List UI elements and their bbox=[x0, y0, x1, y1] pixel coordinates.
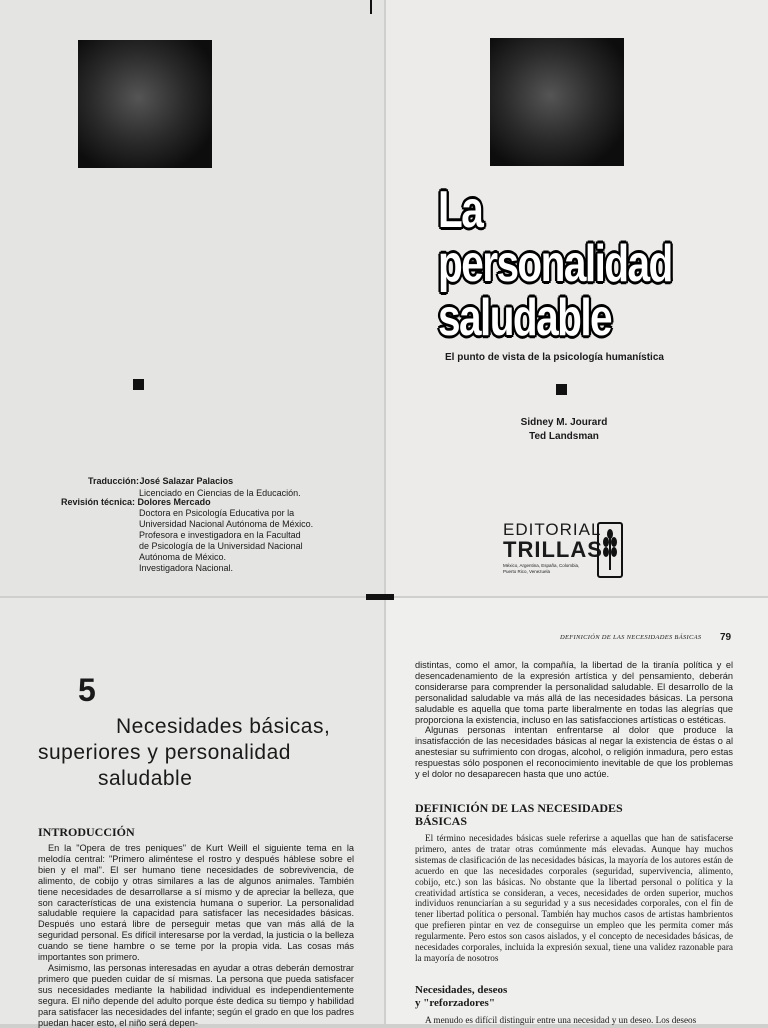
credit-name: Dolores Mercado bbox=[137, 497, 211, 507]
credit-detail: Doctora en Psicología Educativa por la bbox=[139, 508, 295, 518]
credit-detail: Investigadora Nacional. bbox=[139, 563, 234, 573]
publisher-places: México, Argentina, España, Colombia, Puerto Rico, Venezuela bbox=[503, 563, 580, 574]
body-text bbox=[415, 660, 733, 780]
paragraph: A menudo es difícil distinguir entre una necesidad y un deseo. Los deseos bbox=[425, 1015, 697, 1025]
book-subtitle: El punto de vista de la psicología humanística bbox=[445, 352, 664, 363]
paragraph: Asimismo, las personas interesadas en ayudar a otras deberán demostrar primero que pueden cuidar de sí mismas. La persona que pueda satisfacer sus necesidades mediante la habilidad individual es independientemente segura. El niño depende del adulto porque éste dedica su tiempo y habilidad para satisfacer las necesidades del infante; según el grado en que los padres puedan hacer esto, el niño será depen- bbox=[38, 962, 354, 1028]
body-text bbox=[38, 843, 354, 1028]
book-title bbox=[438, 183, 738, 345]
subsection-heading bbox=[415, 984, 507, 1010]
body-text bbox=[415, 1015, 733, 1026]
credit-review bbox=[61, 497, 211, 508]
credit-role: Revisión técnica: bbox=[61, 497, 136, 507]
chapter-title bbox=[38, 714, 330, 792]
credit-detail: Universidad Nacional Autónoma de México. bbox=[139, 519, 314, 529]
fold-mark bbox=[366, 594, 394, 600]
paragraph: Algunas personas intentan enfrentarse al dolor que produce la insatisfacción de las necesidades básicas al negar la existencia de éstas o al anestesiar su sufrimiento con drogas, alcohol, o religión inmadura, pero estas respuestas sólo posponen el reconocimiento inevitable de que los problemas y el dolor no desaparecen hasta que uno actúe. bbox=[415, 725, 733, 780]
credit-details bbox=[139, 508, 313, 574]
publisher-line2: TRILLAS bbox=[503, 537, 603, 562]
credit-name: José Salazar Palacios bbox=[139, 476, 234, 486]
running-head: DEFINICIÓN DE LAS NECESIDADES BÁSICAS bbox=[560, 634, 702, 641]
chapter-title-line: Necesidades básicas, bbox=[116, 715, 331, 738]
subheading-line: y "reforzadores" bbox=[415, 997, 495, 1009]
credit-detail: Profesora e investigadora en la Facultad bbox=[139, 530, 301, 540]
author: Ted Landsman bbox=[529, 431, 599, 442]
page-number: 79 bbox=[720, 632, 732, 643]
paragraph: distintas, como el amor, la compañía, la libertad de la tiranía política y el desencadenamiento de la expresión artística y del pensamiento, deberán considerarse para comprender la personalidad saludable. El desarrollo de la personalidad saludable va más allá de las necesidades básicas. La persona saludable es aquella que toma parte liberalmente en todas las alegrías que proporciona la existencia, incluso en las satisfacciones artísticas o estéticas. bbox=[415, 660, 733, 725]
credit-detail: Autónoma de México. bbox=[139, 552, 227, 562]
wheat-icon bbox=[597, 522, 623, 578]
section-heading: DEFINICIÓN DE LAS NECESIDADES BÁSICAS bbox=[415, 801, 623, 828]
authors bbox=[514, 416, 614, 444]
fold-mark bbox=[370, 0, 372, 14]
title-line: personalidad bbox=[438, 235, 672, 293]
cover-photo bbox=[490, 38, 624, 166]
chapter-title-line: superiores y personalidad bbox=[38, 741, 291, 764]
publisher-line1: EDITORIAL bbox=[503, 520, 602, 539]
bullet-square bbox=[556, 384, 567, 395]
publisher-logo bbox=[503, 520, 603, 575]
cover-photo bbox=[78, 40, 212, 168]
credit-detail: Licenciado en Ciencias de la Educación. bbox=[139, 488, 301, 498]
title-line: La bbox=[438, 181, 483, 239]
page-top-left bbox=[0, 0, 384, 596]
bullet-square bbox=[133, 379, 144, 390]
author: Sidney M. Jourard bbox=[520, 417, 608, 428]
chapter-number: 5 bbox=[78, 672, 96, 708]
paragraph: El término necesidades básicas suele referirse a aquellas que han de satisfacerse primero, antes de tratar otras comúnmente más elevadas. Aunque hay muchos sistemas de clasificación de las necesidades básicas, la mayoría de los autores están de acuerdo en que las necesidades corporales (seguridad, supervivencia, alimento, cobijo, etc.) son las básicas. No obstante que la libertad personal o política y la creatividad artística se consideran, a veces, necesidades de orden superior, muchos individuos renunciarían a su seguridad y a sus necesidades corporales, con el fin de tener libertad política o personal. También hay muchos casos de artistas hambrientos que prefieren pintar en vez de conseguirse un empleo que les permita comer más regularmente. Pero estos son casos aislados, y el concepto de necesidades básicas, de necesidades corporales, incluida la expresión sexual, tiene una validez razonable para la mayoría de nosotros bbox=[415, 833, 733, 963]
section-heading: INTRODUCCIÓN bbox=[38, 825, 135, 839]
credit-detail: de Psicología de la Universidad Nacional bbox=[139, 541, 303, 551]
subheading-line: Necesidades, deseos bbox=[415, 984, 508, 996]
credit-role: Traducción: bbox=[88, 476, 140, 486]
credit-translation bbox=[88, 476, 233, 487]
paragraph: En la "Opera de tres peniques" de Kurt Weill el siguiente tema en la melodía central: "Primero aliméntese el rostro y después háblese sobre el bien y el mal". El ser humano tiene necesidades de sobrevivencia, de alimento, de cobijo y otras similares a las de algunos animales. También tiene necesidades de desarrollarse a sí mismo y de apreciar la belleza, que son características de una existencia humana o superior. La personalidad saludable requiere la capacidad para satisfacer las necesidades básicas. Después uno estará libre de perseguir metas que van más allá de la seguridad personal. Es difícil interesarse por la verdad, la justicia o la belleza cuando se tiene hambre o se teme por la propia vida. Las cosas más importantes son primero. bbox=[38, 843, 354, 963]
chapter-title-line: saludable bbox=[98, 767, 193, 790]
title-line: saludable bbox=[438, 289, 612, 347]
body-text bbox=[415, 833, 733, 964]
